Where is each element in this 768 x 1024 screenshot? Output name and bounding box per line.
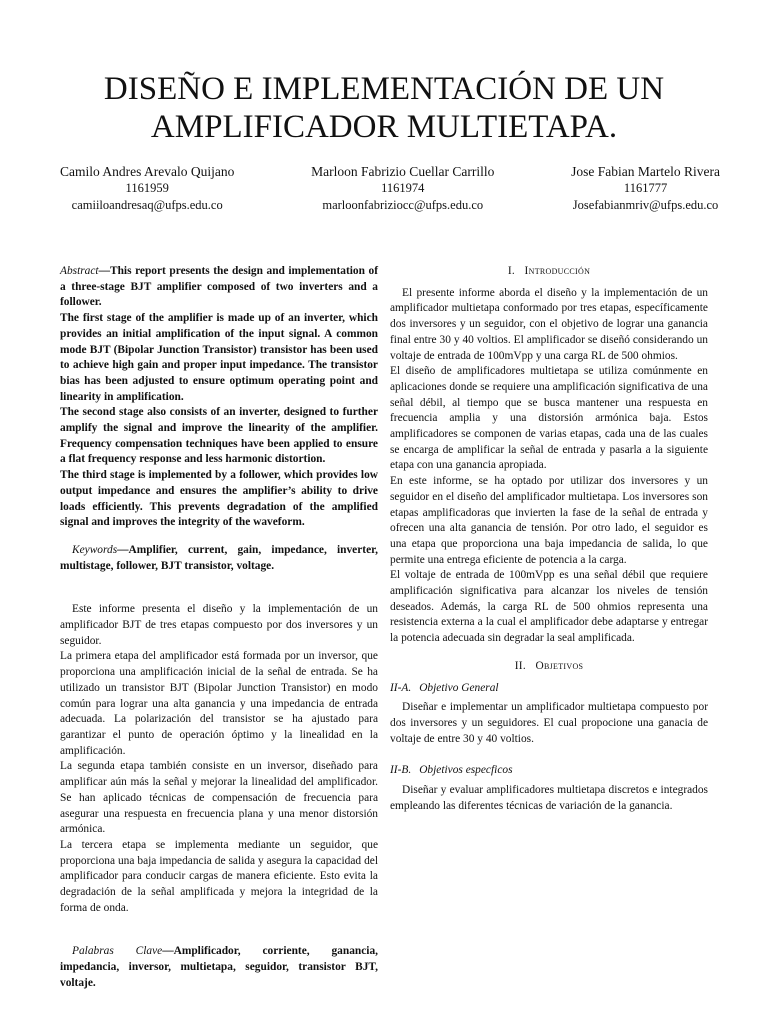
abstract-p4: The third stage is implemented by a follower, which provides low output impedance and ensures the amplifier’s ability to drive loads efficiently. This prevents degradation of the amplified signal and improves the integrity of the waveform. (60, 469, 378, 529)
palabras-clave (60, 944, 378, 991)
abstract-text-1: This report presents the design and implementation of a three-stage BJT amplifier composed of two inverters and a follower. (60, 265, 378, 309)
right-column (390, 264, 708, 815)
objetivo-general-text: Diseñar e implementar un amplificador multietapa compuesto por dos inversores y un seguidores. El cual propocione una ganacia de voltaje de entre 30 y 40 voltios. (390, 701, 708, 745)
author-email: camiiloandresaq@ufps.edu.co (71, 198, 223, 212)
section-number: I. (507, 265, 516, 277)
author-id: 1161777 (623, 181, 668, 195)
author-3 (571, 163, 720, 214)
keywords-text: —Amplifier, current, gain, impedance, inverter, multistage, follower, BJT transistor, voltage. (60, 543, 378, 572)
palabras-text: —Amplificador, corriente, ganancia, impedancia, inversor, multietapa, seguidor, transistor BJT, voltaje. (60, 945, 379, 989)
subsection-title: Objetivos especficos (419, 764, 513, 777)
author-email: marloonfabriziocc@ufps.edu.co (322, 198, 484, 212)
abstract-p3: The second stage also consists of an inverter, designed to further amplify the signal and improve the linearity of the amplifier. Frequency compensation techniques have been applied to ensure a flat frequency response and less harmonic distortion. (60, 406, 378, 466)
author-name: Jose Fabian Martelo Rivera (571, 164, 720, 179)
resumen-p3: La segunda etapa también consiste en un inversor, diseñado para amplificar aún más la señal y mejorar la linealidad del amplificador. Se han aplicado técnicas de compensación de frecuencia para asegurar una respuesta en frecuencia plana y una menor distorsión armónica. (60, 760, 378, 836)
paper-title: DISEÑO E IMPLEMENTACIÓN DE UN AMPLIFICADOR MULTIETAPA. (103, 71, 665, 145)
spacer (390, 747, 708, 759)
keywords-lead: Keywords (72, 543, 118, 556)
keywords (60, 543, 378, 574)
resumen-p4: La tercera etapa se implementa mediante un seguidor, que proporciona una baja impedancia de salida y asegura la capacidad del amplificador para conducir cargas de manera eficiente. Esto evita la degradación de la señal amplificada y mejora la integridad de la forma de onda. (60, 838, 378, 914)
abstract-dash: — (98, 265, 110, 277)
section-heading-objetivos (390, 659, 708, 675)
intro-p1: El presente informe aborda el diseño y la implementación de un amplificador multietapa conformado por tres etapas, específicamente dos inversores y un seguidor, con el objetivo de lograr una ganancia final entre 30 y 40 voltios. El amplificador se diseñó considerando un voltaje de entrada de 100mVpp y una carga RL de 500 ohmios. (390, 286, 708, 362)
author-name: Camilo Andres Arevalo Quijano (60, 164, 235, 179)
author-block (60, 163, 720, 214)
spacer (390, 647, 708, 659)
section-number: II. (514, 659, 527, 672)
section-heading-introduccion (390, 264, 708, 280)
author-1 (60, 163, 234, 214)
subsection-number: II-A. (390, 681, 412, 694)
spacer (60, 531, 378, 543)
intro-p2: El diseño de amplificadores multietapa se utiliza comúnmente en aplicaciones donde se requiere una amplificación significativa de una señal débil, al tiempo que se busca mantener una respuesta en frecuencia amplia y una distorsión armónica baja. Estos amplificadores se componen de varias etapas, cada una de las cuales se encarga de amplificar la señal de entrada y pasarla a la siguiente etapa con una ganancia apropiada. (390, 365, 708, 472)
author-id: 1161974 (381, 181, 425, 195)
author-email: Josefabianmriv@ufps.edu.co (572, 198, 719, 212)
author-id: 1161959 (125, 181, 169, 195)
resumen-p1: Este informe presenta el diseño y la implementación de un amplificador BJT de tres etapas compuesto por dos inversores y un seguidor. (60, 603, 378, 647)
intro-p4: El voltaje de entrada de 100mVpp es una señal débil que requiere amplificación significativa para alcanzar los niveles de tensión deseados. Además, la carga RL de 500 ohmios representa una resistencia externa a la cual el amplificador debe adaptarse y entregar la potencia adecuada sin degradar la seal amplificada. (390, 569, 708, 645)
spacer (60, 916, 378, 944)
abstract-lead: Abstract (60, 265, 99, 277)
subsection-heading-general (390, 681, 708, 697)
author-name: Marloon Fabrizio Cuellar Carrillo (311, 164, 495, 179)
resumen-p2: La primera etapa del amplificador está formada por un inversor, que proporciona una amplificación inicial de la señal de entrada. Se ha utilizado un transistor BJT (Bipolar Junction Transistor) en modo común para lograr una alta ganancia y una impedancia de entrada adecuada. La polarización del transistor se ha ajustado para garantizar el punto de operación óptimo y la linealidad en la amplificación. (60, 650, 378, 757)
subsection-number: II-B. (390, 764, 412, 777)
section-title: Objetivos (535, 659, 584, 672)
left-column (60, 264, 378, 992)
subsection-title: Objetivo General (419, 681, 499, 694)
spacer (60, 574, 378, 602)
abstract-p1 (60, 264, 378, 311)
author-2 (311, 163, 494, 214)
intro-p3: En este informe, se ha optado por utilizar dos inversores y un seguidor en el diseño del amplificador multietapa. Los inversores son etapas amplificadoras que invierten la fase de la señal de entrada y ofrecen una alta ganancia de tensión. Por otro lado, el seguidor es una etapa que proporciona una baja impedancia de salida, lo que permite una entrega eficiente de potencia a la carga. (390, 475, 708, 566)
palabras-lead: Palabras Clave (72, 945, 163, 958)
abstract-p2: The first stage of the amplifier is made up of an inverter, which provides an initial amplification of the input signal. A common mode BJT (Bipolar Junction Transistor) transistor has been used to achieve high gain and proper input impedance. The transistor bias has been adjusted to ensure optimum operating point and linearity in amplification. (60, 312, 378, 403)
subsection-heading-especificos (390, 763, 708, 779)
objetivos-especificos-text: Diseñar y evaluar amplificadores multietapa discretos e integrados empleando las diferentes técnicas de variación de la ganancia. (390, 784, 708, 812)
section-title: Introducción (524, 265, 591, 277)
